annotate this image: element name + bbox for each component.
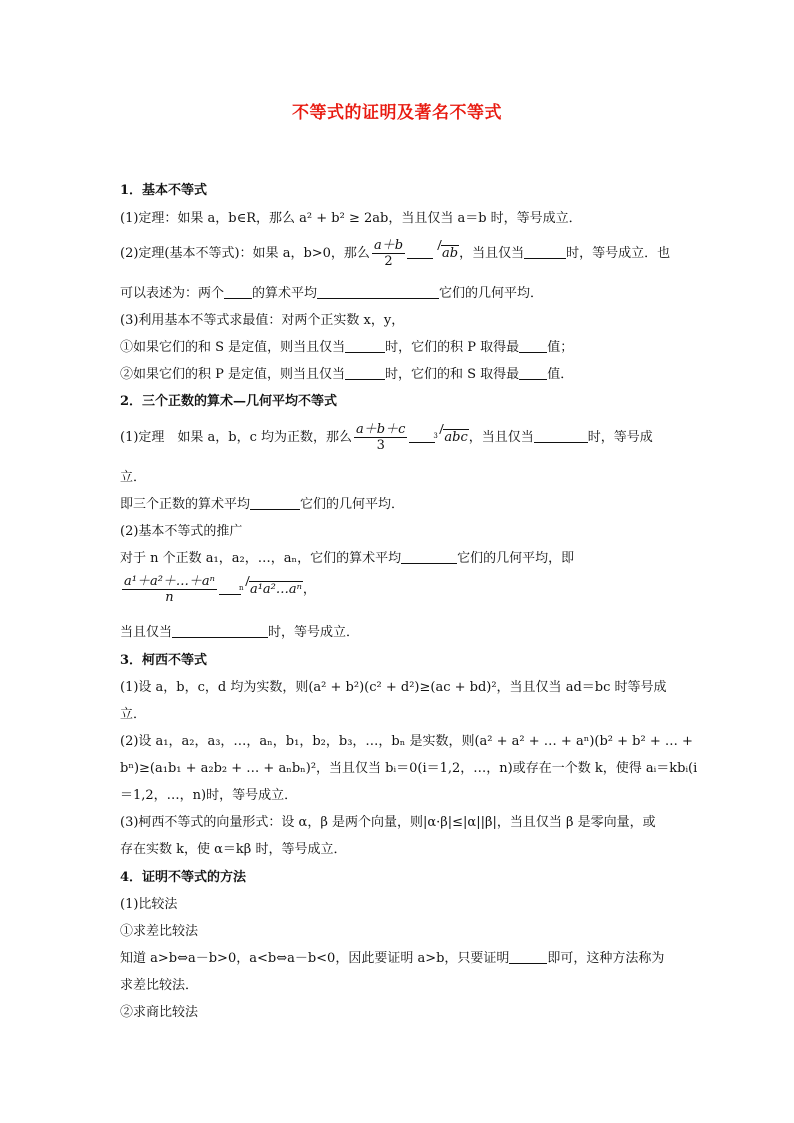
s1-line-5: ①如果它们的和 S 是定值，则当且仅当 时，它们的积 P 取得最 值； [120, 340, 574, 355]
s3-line-4: bⁿ)≥(a₁b₁ + a₂b₂ + … + aₙbₙ)²，当且仅当 bᵢ＝0(i＝1,2，…，n)或存在一个数 k，使得 aᵢ＝kbᵢ(i [120, 761, 698, 776]
blank-13 [219, 582, 241, 595]
s1-line-3: 可以表述为：两个 的算术平均 它们的几何平均． [120, 286, 544, 301]
s1-line-2 [120, 236, 680, 272]
blank-12 [401, 551, 457, 564]
blank-4 [317, 286, 439, 299]
s2-line-6: $\frac{\text{a¹＋a²＋…＋aⁿ}}{n}$ n a¹a²…aⁿ， [120, 572, 680, 608]
s2-line-7: 当且仅当 时，等号成立． [120, 625, 360, 640]
section-1-heading: 1．基本不等式 [120, 183, 208, 198]
s3-line-6: (3)柯西不等式的向量形式：设 α，β 是两个向量，则|α·β|≤|α||β|，当且仅当 β 是零向量，或 [120, 815, 656, 830]
cube-root-abc: 3 abc [435, 420, 468, 456]
blank-1 [407, 246, 433, 259]
s1-l2-part-c: 时，等号成立．也 [566, 246, 671, 261]
s4-line-2: ①求差比较法 [120, 924, 199, 939]
s2-line-3: 即三个正数的算术平均 它们的几何平均． [120, 497, 405, 512]
fraction-a-plus-b-over-2: $\frac{a+b}{2}$ [373, 238, 404, 269]
sqrt-ab: ab [433, 236, 459, 272]
blank-15 [509, 951, 547, 964]
blank-5 [345, 340, 385, 353]
blank-8 [519, 367, 547, 380]
s4-line-1: (1)比较法 [120, 897, 178, 912]
section-3-heading: 3．柯西不等式 [120, 653, 208, 668]
s1-l2-part-a: (2)定理(基本不等式)：如果 a，b>0，那么 [120, 246, 370, 261]
blank-9 [409, 430, 435, 443]
section-4-heading: 4．证明不等式的方法 [120, 870, 247, 885]
s4-line-5: ②求商比较法 [120, 1005, 199, 1020]
blank-7 [345, 367, 385, 380]
blank-2 [524, 246, 566, 259]
fraction-a-b-c-over-3: $\frac{a+b+c}{3}$ [356, 422, 406, 453]
s2-line-2: 立． [120, 470, 147, 485]
blank-3 [224, 286, 252, 299]
blank-14 [172, 625, 268, 638]
s3-line-5: ＝1,2，…，n)时，等号成立． [120, 788, 298, 803]
s1-l2-part-b: ，当且仅当 [459, 246, 525, 261]
section-2-heading: 2．三个正数的算术—几何平均不等式 [120, 394, 338, 409]
s4-line-3: 知道 a>b⇔a－b>0，a<b⇔a－b<0，因此要证明 a>b，只要证明 即可，这种方法称为 [120, 951, 665, 966]
s3-line-3: (2)设 a₁，a₂，a₃，…，aₙ，b₁，b₂，b₃，…，bₙ 是实数，则(a² + a² + … + aⁿ)(b² + b² + … + [120, 734, 693, 749]
s3-line-2: 立． [120, 707, 147, 722]
s2-line-5: 对于 n 个正数 a₁，a₂，…，aₙ，它们的算术平均 它们的几何平均，即 [120, 551, 575, 566]
s2-line-1: (1)定理 如果 a，b，c 均为正数，那么 $\frac{a+b+c}{3}$ 3 abc，当且仅当 时，等号成 [120, 420, 680, 456]
s1-line-4: (3)利用基本不等式求最值：对两个正实数 x，y， [120, 313, 405, 328]
fraction-sum-over-n: $\frac{\text{a¹＋a²＋…＋aⁿ}}{n}$ [124, 574, 215, 605]
s4-line-4: 求差比较法． [120, 978, 199, 993]
s3-line-1: (1)设 a，b，c，d 均为实数，则(a² + b²)(c² + d²)≥(ac + bd)²，当且仅当 ad＝bc 时等号成 [120, 680, 667, 695]
blank-11 [250, 497, 300, 510]
blank-10 [534, 430, 588, 443]
page-title: 不等式的证明及著名不等式 [292, 103, 502, 123]
blank-6 [519, 340, 547, 353]
s3-line-7: 存在实数 k，使 α＝kβ 时，等号成立． [120, 842, 347, 857]
s1-line-6: ②如果它们的积 P 是定值，则当且仅当 时，它们的和 S 取得最 值． [120, 367, 574, 382]
nth-root-product: n a¹a²…aⁿ [241, 572, 303, 608]
s1-line-1: (1)定理：如果 a，b∈R，那么 a² + b² ≥ 2ab，当且仅当 a＝b 时，等号成立． [120, 211, 582, 226]
s2-line-4: (2)基本不等式的推广 [120, 524, 243, 539]
